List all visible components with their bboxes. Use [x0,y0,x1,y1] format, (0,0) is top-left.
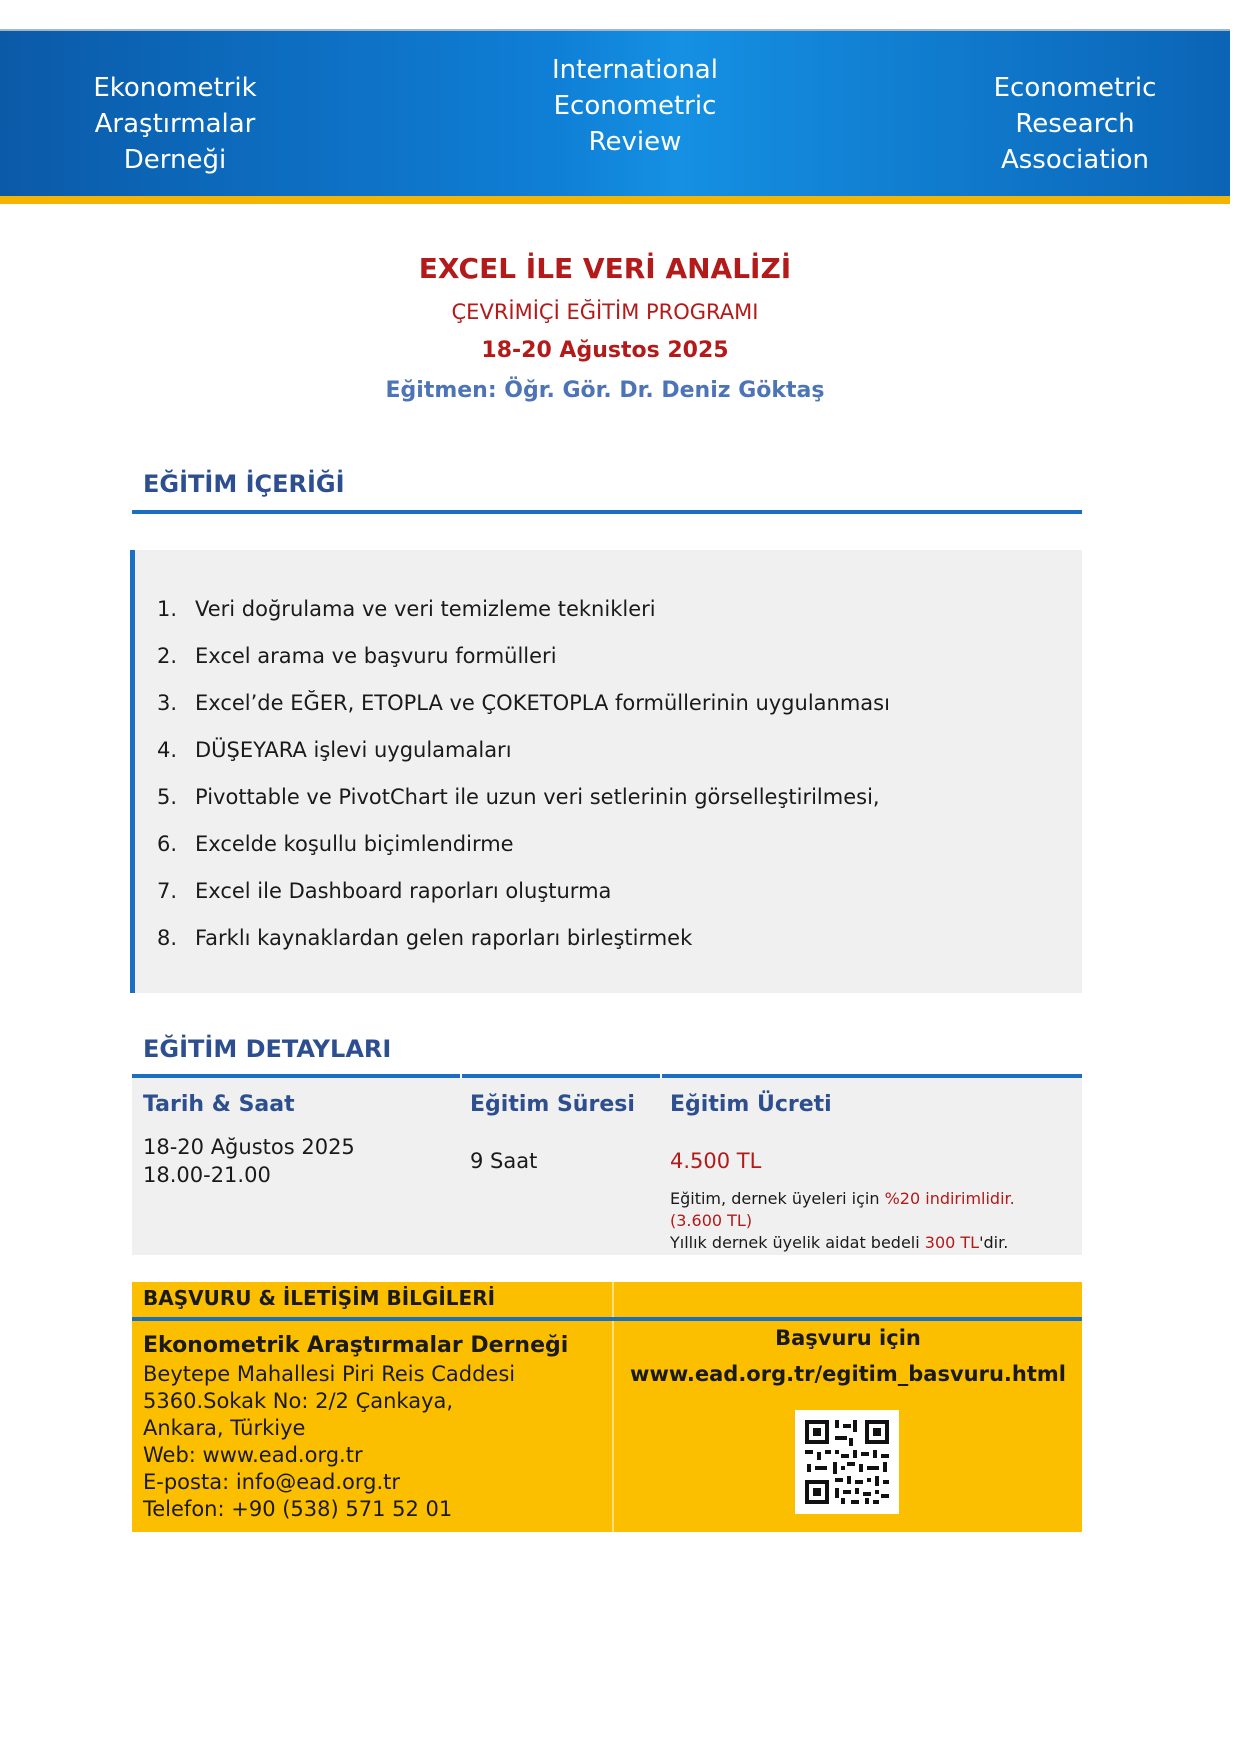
content-section-rule [132,510,1082,514]
list-item-number: 7. [157,879,178,903]
apply-url-link[interactable]: www.ead.org.tr/egitim_basvuru.html [630,1362,1066,1386]
membership-note-suffix: 'dir. [979,1233,1009,1252]
duration-header: Eğitim Süresi [470,1092,635,1117]
program-dates: 18-20 Ağustos 2025 [481,338,729,363]
discount-price: (3.600 TL) [670,1211,753,1230]
banner-middle-title: International Econometric Review [552,55,718,157]
membership-fee: 300 TL [924,1233,980,1252]
contact-section-heading: BAŞVURU & İLETİŞİM BİLGİLERİ [143,1286,496,1310]
qr-code-graphic [795,1410,899,1514]
column-divider [660,1074,662,1078]
phone-number: Telefon: +90 (538) 571 52 01 [143,1497,453,1521]
list-item-number: 6. [157,832,178,856]
fee-header: Eğitim Ücreti [670,1092,832,1117]
date-time-header: Tarih & Saat [143,1092,295,1117]
fee-value: 4.500 TL [670,1149,762,1173]
details-section-heading: EĞİTİM DETAYLARI [143,1035,392,1063]
list-item-number: 1. [157,597,178,621]
list-item-text: Excel ile Dashboard raporları oluşturma [195,879,612,903]
membership-note: Yıllık dernek üyelik aidat bedeli [670,1233,925,1252]
list-item-text: Excel arama ve başvuru formülleri [195,644,557,668]
time-value: 18.00-21.00 [143,1163,271,1187]
address-line: Beytepe Mahallesi Piri Reis Caddesi [143,1362,516,1386]
content-list-box [130,550,1082,993]
discount-note [670,1188,1070,1254]
banner-left-title: Ekonometrik Araştırmalar Derneği [93,73,257,175]
apply-label: Başvuru için [775,1326,921,1350]
contact-section-rule [132,1317,1082,1321]
organization-name: Ekonometrik Araştırmalar Derneği [143,1333,569,1358]
banner-accent-line [0,196,1230,204]
list-item-number: 4. [157,738,178,762]
content-section-heading: EĞİTİM İÇERİĞİ [143,470,345,498]
email-link[interactable]: E-posta: info@ead.org.tr [143,1470,400,1494]
list-item-text: Veri doğrulama ve veri temizleme teknikleri [195,597,656,621]
list-item-number: 3. [157,691,178,715]
list-item-number: 5. [157,785,178,809]
page-title: EXCEL İLE VERİ ANALİZİ [418,252,792,285]
column-divider [460,1074,462,1078]
note-text: Eğitim, dernek üyeleri için [670,1189,885,1208]
qr-code-icon[interactable] [795,1410,899,1514]
list-item-text: Excel’de EĞER, ETOPLA ve ÇOKETOPLA formüllerinin uygulanması [195,691,890,715]
address-line: Ankara, Türkiye [143,1416,306,1440]
website-link[interactable]: Web: www.ead.org.tr [143,1443,363,1467]
list-item-text: Pivottable ve PivotChart ile uzun veri setlerinin görselleştirilmesi, [195,785,880,809]
list-item-number: 2. [157,644,178,668]
discount-text: %20 indirimlidir. [884,1189,1015,1208]
list-item-text: DÜŞEYARA işlevi uygulamaları [195,738,512,762]
program-subtitle: ÇEVRİMİÇİ EĞİTİM PROGRAMI [451,300,759,324]
list-item-number: 8. [157,926,178,950]
duration-value: 9 Saat [470,1149,538,1173]
list-item-text: Farklı kaynaklardan gelen raporları birleştirmek [195,926,693,950]
date-value: 18-20 Ağustos 2025 [143,1135,355,1159]
list-item-text: Excelde koşullu biçimlendirme [195,832,514,856]
address-line: 5360.Sokak No: 2/2 Çankaya, [143,1389,454,1413]
instructor-name: Eğitmen: Öğr. Gör. Dr. Deniz Göktaş [385,378,825,403]
banner-right-title: Econometric Research Association [993,73,1157,175]
